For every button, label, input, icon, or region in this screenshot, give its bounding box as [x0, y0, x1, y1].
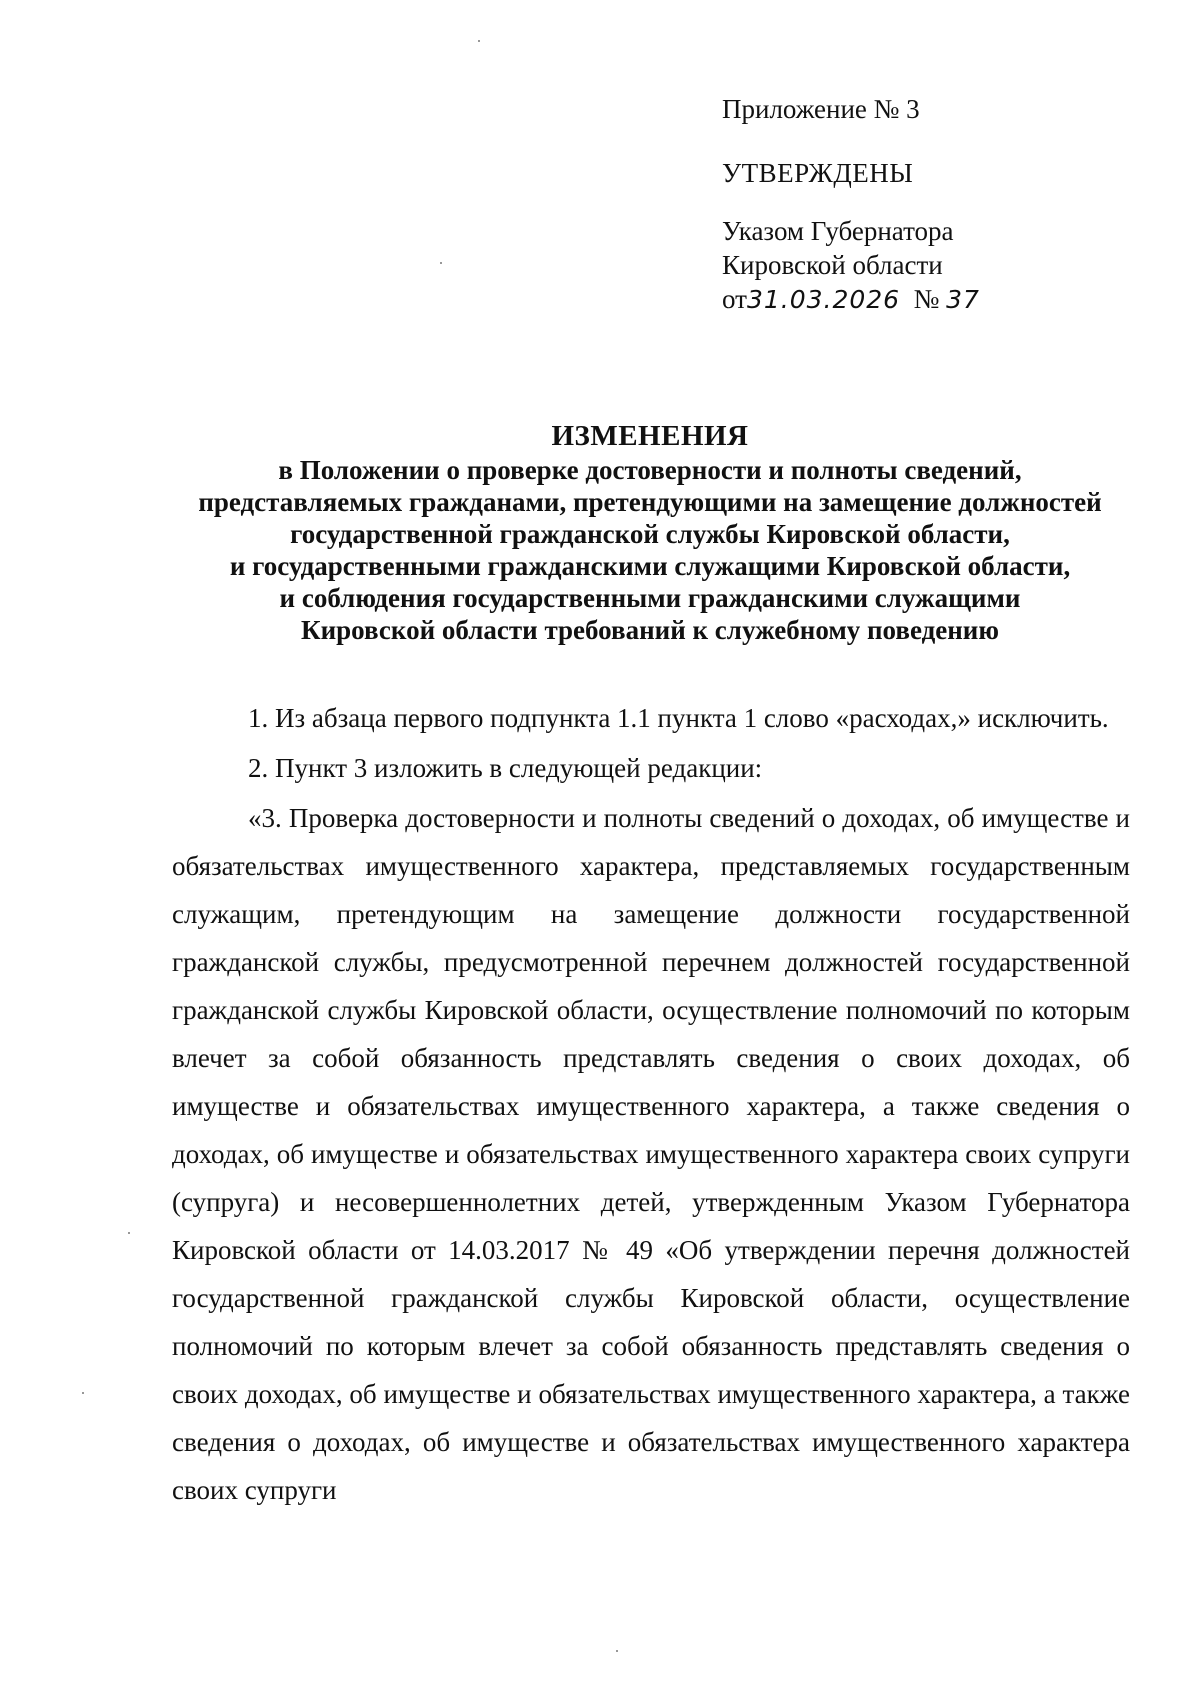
document-body: [172, 694, 1130, 1514]
scan-speck: [616, 1650, 618, 1652]
scan-speck: [128, 1232, 130, 1234]
title-line: государственной гражданской службы Кировской области,: [290, 519, 1010, 549]
approved-by-line-1: Указом Губернатора: [722, 216, 954, 246]
body-paragraph-3: «3. Проверка достоверности и полноты сведений о доходах, об имуществе и обязательствах имущественного характера, представляемых государственным служащим, претендующим на замещение должности государственной гражданской службы, предусмотренной перечнем должностей государственной гражданской службы Кировской области, осуществление полномочий по которым влечет за собой обязанность представлять сведения о своих доходах, об имуществе и обязательствах имущественного характера, а также сведения о доходах, об имуществе и обязательствах имущественного характера своих супруги (супруга) и несовершеннолетних детей, утвержденным Указом Губернатора Кировской области от 14.03.2017 № 49 «Об утверждении перечня должностей государственной гражданской службы Кировской области, осуществление полномочий по которым влечет за собой обязанность представлять сведения о своих доходах, об имуществе и обязательствах имущественного характера, а также сведения о доходах, об имуществе и обязательствах имущественного характера своих супруги: [172, 803, 1130, 1505]
handwritten-date: 31.03.2026: [746, 285, 901, 314]
annex-label: Приложение № 3: [722, 94, 920, 124]
body-paragraph-1: 1. Из абзаца первого подпункта 1.1 пункта 1 слово «расходах,» исключить.: [248, 703, 1109, 733]
title-heading: ИЗМЕНЕНИЯ: [551, 420, 749, 452]
number-sign: №: [913, 284, 940, 314]
scan-speck: [478, 40, 480, 42]
title-line: Кировской области требований к служебному поведению: [301, 615, 999, 645]
title-line: и государственными гражданскими служащими Кировской области,: [229, 551, 1071, 581]
body-paragraph-2: 2. Пункт 3 изложить в следующей редакции:: [248, 753, 763, 783]
scan-speck: [440, 262, 442, 264]
scan-speck: [82, 1392, 84, 1394]
title-line: и соблюдения государственными гражданскими служащими: [279, 583, 1021, 613]
approved-by-line-2: Кировской области: [722, 250, 943, 280]
document-title: [170, 420, 1130, 646]
approval-block: [722, 92, 980, 317]
handwritten-number: 37: [946, 285, 980, 314]
title-line: представляемых гражданами, претендующими на замещение должностей: [198, 487, 1102, 517]
date-prefix: от: [722, 284, 747, 314]
approval-date-line: [722, 282, 980, 317]
approved-label: УТВЕРЖДЕНЫ: [722, 158, 914, 188]
title-line: в Положении о проверке достоверности и полноты сведений,: [278, 455, 1022, 485]
